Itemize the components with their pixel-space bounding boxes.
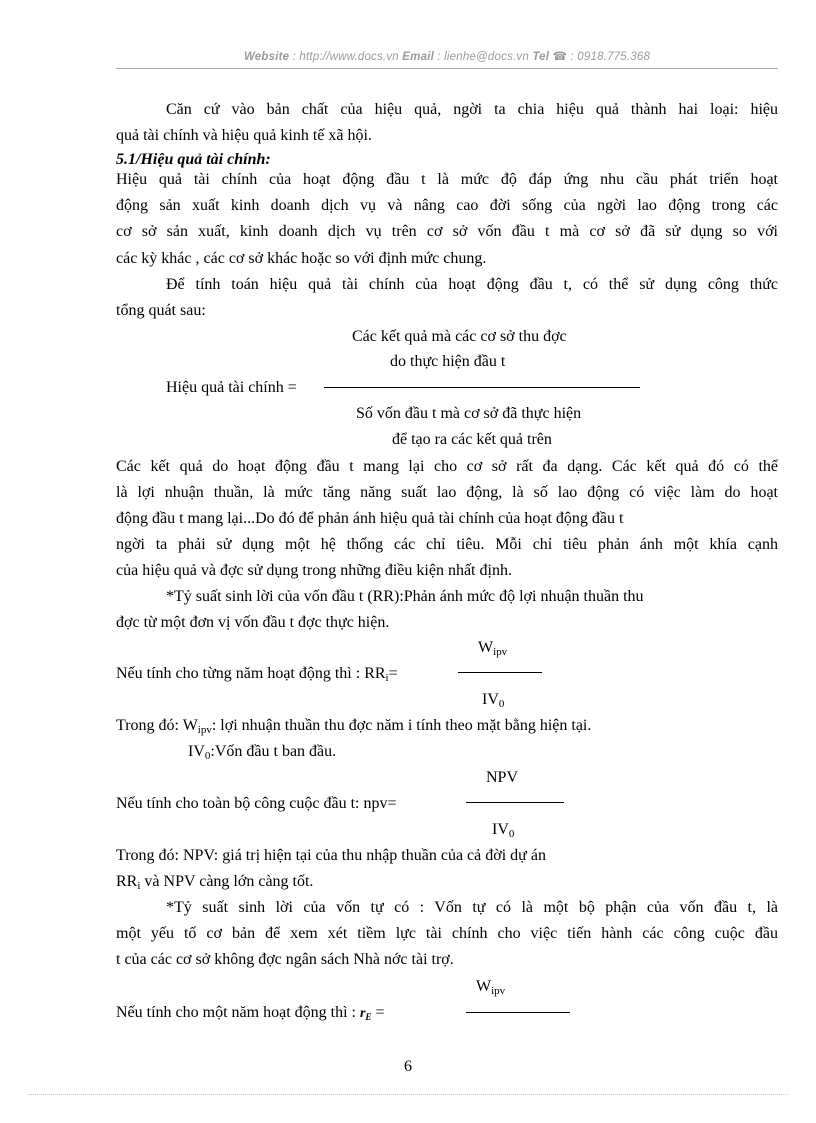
paragraph-6-line-1: Trong đó: $W_{ipv}$: lợi nhuận thuần thu đợc năm i tính theo mặt bằng hiện tại. [116, 717, 592, 736]
paragraph-8-line-1: *Tỷ suất sinh lời của vốn tự có : Vốn tự có là một bộ phận của vốn đầu t, là [166, 899, 778, 916]
email-value: : lienhe@docs.vn [433, 51, 533, 63]
telephone-icon: ☎ [552, 51, 568, 63]
formula-4-fraction-bar [466, 1012, 570, 1013]
footer-rule [28, 1094, 788, 1095]
website-label: Website [243, 51, 290, 63]
paragraph-4-line-5: của hiệu quả và đợc sử dụng trong những điều kiện nhất định. [116, 562, 512, 579]
paragraph-5-line-2: đợc từ một đơn vị vốn đầu t đợc thực hiện. [116, 614, 390, 631]
formula-2-denominator: $IV_0$ [482, 691, 505, 710]
paragraph-4-line-4: ngời ta phải sử dụng một hệ thống các chỉ tiêu. Mỗi chỉ tiêu phản ánh một khía cạnh [116, 536, 778, 553]
header-rule [116, 68, 778, 69]
tel-value: : 0918.775.368 [567, 51, 651, 63]
paragraph-6-line-2: $IV_0:Vốn$ đầu t ban đầu. [188, 743, 337, 762]
formula-3-label: Nếu tính cho toàn bộ công cuộc đầu t: npv= [116, 795, 397, 812]
paragraph-8-line-3: t của các cơ sở không đợc ngân sách Nhà nớc tài trợ. [116, 951, 454, 968]
formula-1-label: Hiệu quả tài chính = [166, 379, 297, 396]
page-header [116, 49, 778, 63]
paragraph-2-line-4: các kỳ khác , các cơ sở khác hoặc so với định mức chung. [116, 250, 487, 267]
paragraph-7-line-2: $RR_i$ và NPV càng lớn càng tốt. [116, 873, 314, 892]
formula-2-fraction-bar [458, 672, 542, 673]
paragraph-2-line-1: Hiệu quả tài chính của hoạt động đầu t là mức độ đáp ứng nhu cầu phát triển hoạt [116, 171, 778, 188]
formula-3-fraction-bar [466, 802, 564, 803]
formula-2-label: Nếu tính cho từng năm hoạt động thì : $RR_i=$ [116, 665, 398, 684]
tel-label: Tel [532, 51, 550, 63]
paragraph-2-line-2: động sản xuất kinh doanh dịch vụ và nâng cao đời sống của ngời lao động trong các [116, 197, 778, 214]
formula-4-numerator: $W_{ipv}$ [476, 978, 506, 997]
formula-3-denominator: $IV_0$ [492, 821, 515, 840]
paragraph-5-line-1: *Tỷ suất sinh lời của vốn đầu t (RR):Phản ánh mức độ lợi nhuận thuần thu [166, 588, 644, 605]
paragraph-3-line-2: tổng quát sau: [116, 302, 206, 319]
email-label: Email [402, 51, 434, 63]
formula-1-denominator-line-2: để tạo ra các kết quả trên [392, 431, 552, 448]
formula-2-numerator: $W_{ipv}$ [478, 639, 508, 658]
formula-1-numerator-line-1: Các kết quả mà các cơ sở thu đợc [352, 328, 567, 345]
paragraph-4-line-2: là lợi nhuận thuần, là mức tăng năng suất lao động, là số lao động có việc làm do hoạt [116, 484, 778, 501]
formula-1-fraction-bar [324, 387, 640, 388]
website-value: : http://www.docs.vn [289, 51, 403, 63]
paragraph-7-line-1: Trong đó: NPV: giá trị hiện tại của thu nhập thuần của cả đời dự án [116, 847, 546, 864]
section-heading: 5.1/Hiệu quả tài chính: [116, 151, 271, 168]
paragraph-1-line-1: Căn cứ vào bản chất của hiệu quả, ngời ta chia hiệu quả thành hai loại: hiệu [166, 101, 778, 118]
paragraph-3-line-1: Để tính toán hiệu quả tài chính của hoạt động đầu t, có thể sử dụng công thức [166, 276, 778, 293]
page-number: 6 [404, 1058, 412, 1075]
paragraph-4-line-1: Các kết quả do hoạt động đầu t mang lại cho cơ sở rất đa dạng. Các kết quả đó có thể [116, 458, 778, 475]
paragraph-4-line-3: động đầu t mang lại...Do đó để phản ánh hiệu quả tài chính của hoạt động đầu t [116, 510, 624, 527]
paragraph-1-line-2: quả tài chính và hiệu quả kinh tế xã hội. [116, 127, 372, 144]
formula-3-numerator: NPV [486, 769, 519, 786]
formula-1-denominator-line-1: Số vốn đầu t mà cơ sở đã thực hiện [356, 405, 582, 422]
formula-1-numerator-line-2: do thực hiện đầu t [390, 353, 506, 370]
paragraph-2-line-3: cơ sở sản xuất, kinh doanh dịch vụ trên cơ sở vốn đầu t mà cơ sở đã sử dụng so với [116, 223, 778, 240]
paragraph-8-line-2: một yếu tố cơ bản để xem xét tiềm lực tài chính cho việc tiến hành các công cuộc đầu [116, 925, 778, 942]
formula-4-label: Nếu tính cho một năm hoạt động thì : $r_E$ = [116, 1004, 385, 1022]
